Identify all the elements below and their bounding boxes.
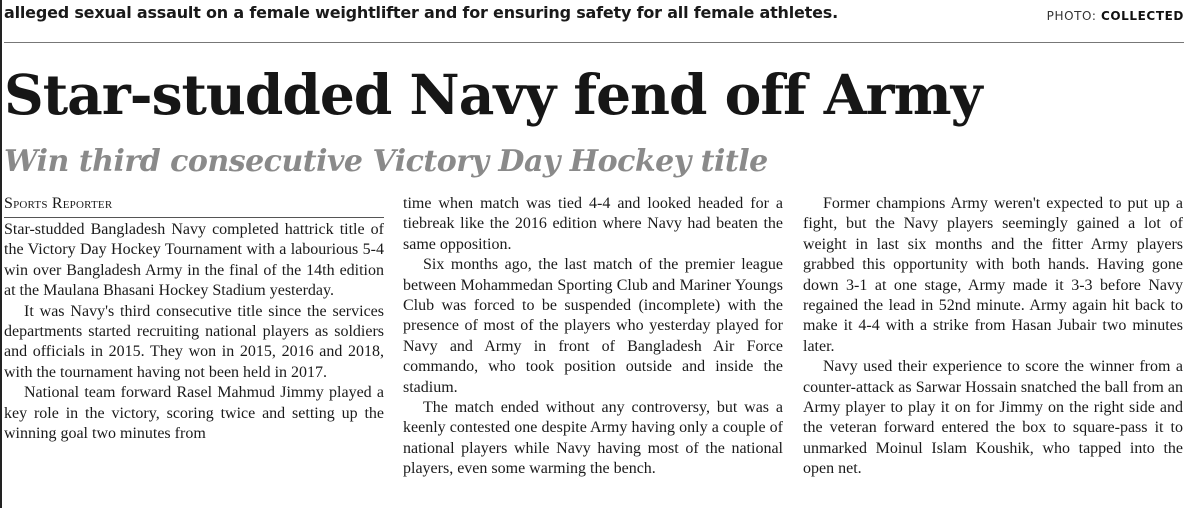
photo-caption-row xyxy=(4,2,1184,32)
article-subheadline: Win third consecutive Victory Day Hockey title xyxy=(4,144,768,179)
paragraph: National team forward Rasel Mahmud Jimmy played a key role in the victory, scoring twice and setting up the winning goal two minutes from xyxy=(4,384,384,443)
article-headline: Star-studded Navy fend off Army xyxy=(4,62,982,127)
paragraph: It was Navy's third consecutive title since the services departments started recruiting national players as soldiers and officials in 2015. They won in 2015, 2016 and 2018, with the tournament having not been held in 2017. xyxy=(4,302,384,381)
photo-credit xyxy=(1047,9,1184,23)
article-column-3 xyxy=(803,194,1183,480)
photo-credit-source: COLLECTED xyxy=(1100,9,1184,23)
photo-credit-prefix: PHOTO: xyxy=(1046,9,1101,23)
paragraph: time when match was tied 4-4 and looked headed for a tiebreak like the 2016 edition where Navy had beaten the same opposition. xyxy=(403,195,783,253)
article-column-1 xyxy=(4,194,384,444)
left-margin-rule xyxy=(0,0,2,508)
byline: Sports Reporter xyxy=(4,194,384,218)
paragraph: Six months ago, the last match of the premier league between Mohammedan Sporting Club and Mariner Youngs Club was forced to be suspended (incomplete) with the presence of most of the players who yesterday played for Navy and Army in front of Bangladesh Air Force commando, who took position outside and inside the stadium. xyxy=(403,256,783,396)
photo-caption: alleged sexual assault on a female weightlifter and for ensuring safety for all female athletes. xyxy=(4,3,838,22)
paragraph: Navy used their experience to score the winner from a counter-attack as Sarwar Hossain snatched the ball from an Army player to play it on for Jimmy on the right side and the veteran forward entered the box to square-pass it to unmarked Moinul Islam Koushik, who tapped into the open net. xyxy=(803,358,1183,478)
paragraph: The match ended without any controversy, but was a keenly contested one despite Army having only a couple of national players while Navy having most of the national players, even some warming the bench. xyxy=(403,399,783,478)
paragraph: Former champions Army weren't expected to put up a fight, but the Navy players seemingly gained a lot of weight in last six months and the fitter Army players grabbed this opportunity with both hands. Having gone down 3-1 at one stage, Army made it 3-3 before Navy regained the lead in 52nd minute. Army again hit back to make it 4-4 with a strike from Hasan Jubair two minutes later. xyxy=(803,195,1183,355)
section-divider xyxy=(4,42,1184,43)
article-column-2 xyxy=(403,194,783,480)
paragraph: Star-studded Bangladesh Navy completed hattrick title of the Victory Day Hockey Tournament with a labourious 5-4 win over Bangladesh Army in the final of the 14th edition at the Maulana Bhasani Hockey Stadium yesterday. xyxy=(4,221,384,300)
